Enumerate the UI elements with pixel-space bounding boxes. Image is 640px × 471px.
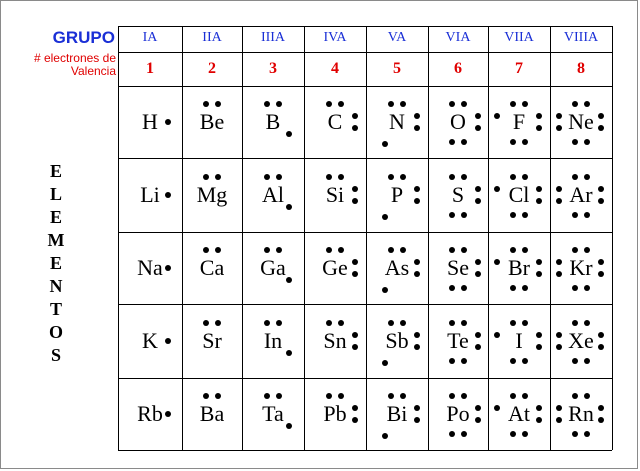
- valence-electron-dot: [510, 393, 516, 399]
- element-cell: [550, 86, 612, 158]
- element-cell: [242, 304, 304, 378]
- element-cell: [242, 232, 304, 304]
- element-symbol: Ge: [322, 255, 348, 280]
- element-symbol: Xe: [568, 328, 594, 353]
- valence-electron-dot: [400, 393, 406, 399]
- valence-electron-dot: [414, 186, 420, 192]
- element-symbol: S: [451, 182, 465, 207]
- valence-electron-dot: [276, 393, 282, 399]
- element-symbol: Al: [262, 182, 284, 207]
- valence-electron-dot: [584, 174, 590, 180]
- group-valence-number: 3: [269, 60, 277, 77]
- valence-electron-dot: [264, 101, 270, 107]
- valence-electron-dot: [165, 119, 171, 125]
- group-roman-label: IVA: [323, 30, 347, 45]
- element-symbol: Bi: [386, 401, 408, 426]
- valence-electron-dot: [475, 125, 481, 131]
- valence-electron-dot: [352, 332, 358, 338]
- valence-electron-dot: [203, 174, 209, 180]
- elementos-letter: S: [50, 345, 61, 365]
- valence-electron-dot: [414, 332, 420, 338]
- valence-electron-dot: [203, 320, 209, 326]
- element-symbol: Si: [325, 182, 345, 207]
- valence-electron-dot: [449, 139, 455, 145]
- group-roman-label: VIA: [445, 30, 471, 45]
- element-symbol: K: [142, 328, 158, 353]
- element-symbol: Be: [199, 109, 225, 134]
- valence-electron-dot: [414, 271, 420, 277]
- valence-electron-dot: [286, 350, 292, 356]
- valence-electron-dot: [400, 101, 406, 107]
- valence-electrons-label: # electrones de Valencia: [33, 51, 116, 78]
- valence-electron-dot: [165, 265, 171, 271]
- valence-electron-dot: [572, 431, 578, 437]
- valence-electron-dot: [598, 417, 604, 423]
- valence-electron-dot: [414, 125, 420, 131]
- valence-electron-dot: [400, 247, 406, 253]
- valence-electron-dot: [536, 186, 542, 192]
- valence-electron-dot: [449, 174, 455, 180]
- valence-electron-dot: [326, 320, 332, 326]
- valence-electron-dot: [276, 174, 282, 180]
- elementos-letter: M: [47, 230, 65, 250]
- valence-electron-dot: [461, 174, 467, 180]
- valence-electron-dot: [338, 247, 344, 253]
- element-cell: [182, 86, 242, 158]
- valence-electron-dot: [475, 198, 481, 204]
- valence-electron-dot: [510, 358, 516, 364]
- elementos-letter: E: [49, 161, 62, 181]
- valence-electron-dot: [522, 431, 528, 437]
- valence-electron-dot: [215, 393, 221, 399]
- valence-electron-dot: [598, 113, 604, 119]
- valence-electron-dot: [276, 320, 282, 326]
- valence-electron-dot: [598, 344, 604, 350]
- valence-electron-dot: [264, 247, 270, 253]
- valence-electron-dot: [276, 247, 282, 253]
- valence-electron-dot: [352, 405, 358, 411]
- valence-electron-dot: [388, 101, 394, 107]
- valence-electron-dot: [556, 259, 562, 265]
- element-cell: [304, 232, 366, 304]
- valence-electron-dot: [264, 320, 270, 326]
- group-roman-label: VIIIA: [563, 30, 599, 45]
- valence-electron-dot: [510, 431, 516, 437]
- element-symbol: Ar: [569, 182, 593, 207]
- valence-electron-dot: [461, 320, 467, 326]
- valence-electron-dot: [461, 285, 467, 291]
- valence-electron-dot: [556, 271, 562, 277]
- element-cell: [242, 158, 304, 232]
- valence-electron-dot: [414, 417, 420, 423]
- valence-electron-dot: [388, 393, 394, 399]
- valence-electron-dot: [203, 247, 209, 253]
- element-symbol: In: [263, 328, 283, 353]
- element-cell: [366, 378, 428, 450]
- valence-electron-dot: [475, 271, 481, 277]
- valence-electron-dot: [572, 212, 578, 218]
- group-roman-label: IA: [142, 30, 158, 45]
- element-symbol: Ca: [199, 255, 225, 280]
- element-symbol: Kr: [569, 255, 593, 280]
- elementos-letter: T: [49, 299, 62, 319]
- valence-electron-dot: [382, 433, 388, 439]
- valence-electron-dot: [449, 393, 455, 399]
- valence-electron-dot: [510, 174, 516, 180]
- valence-electron-dot: [510, 247, 516, 253]
- valence-electron-dot: [572, 393, 578, 399]
- valence-electron-dot: [510, 212, 516, 218]
- valence-electron-dot: [338, 174, 344, 180]
- valence-electron-dot: [400, 320, 406, 326]
- element-cell: [118, 86, 182, 158]
- valence-electron-dot: [264, 393, 270, 399]
- valence-electron-dot: [494, 113, 500, 119]
- element-symbol: Pb: [323, 401, 347, 426]
- group-roman-label: IIA: [202, 30, 222, 45]
- valence-electron-dot: [536, 125, 542, 131]
- valence-electron-dot: [326, 393, 332, 399]
- valence-electron-dot: [556, 417, 562, 423]
- valence-electron-dot: [598, 332, 604, 338]
- grid-horizontal-line: [118, 450, 612, 451]
- valence-electron-dot: [215, 320, 221, 326]
- element-cell: [118, 378, 182, 450]
- valence-electron-dot: [556, 332, 562, 338]
- valence-electron-dot: [598, 125, 604, 131]
- element-cell: [488, 86, 550, 158]
- valence-electron-dot: [494, 332, 500, 338]
- element-symbol: O: [450, 109, 466, 134]
- element-cell: [550, 304, 612, 378]
- element-cell: [366, 232, 428, 304]
- element-symbol: I: [515, 328, 523, 353]
- valence-electron-dot: [382, 360, 388, 366]
- element-symbol: Li: [140, 182, 160, 207]
- valence-electron-dot: [536, 113, 542, 119]
- valence-electron-dot: [215, 247, 221, 253]
- element-cell: [304, 304, 366, 378]
- valence-electron-dot: [556, 344, 562, 350]
- valence-electron-dot: [584, 358, 590, 364]
- valence-electron-dot: [414, 259, 420, 265]
- valence-electron-dot: [461, 393, 467, 399]
- group-valence-number: 2: [208, 60, 216, 77]
- valence-electron-dot: [572, 320, 578, 326]
- valence-electron-dot: [382, 287, 388, 293]
- valence-electron-dot: [536, 332, 542, 338]
- valence-electron-dot: [536, 271, 542, 277]
- valence-electron-dot: [449, 285, 455, 291]
- element-cell: [182, 378, 242, 450]
- valence-electron-dot: [522, 247, 528, 253]
- valence-electron-dot: [572, 358, 578, 364]
- elementos-letter: N: [49, 276, 63, 296]
- valence-electron-dot: [382, 141, 388, 147]
- group-valence-number: 5: [393, 60, 401, 77]
- valence-electron-dot: [352, 344, 358, 350]
- valence-electron-dot: [584, 247, 590, 253]
- valence-electron-dot: [584, 431, 590, 437]
- valence-electron-dot: [494, 259, 500, 265]
- element-symbol: Ne: [568, 109, 594, 134]
- valence-electron-dot: [556, 405, 562, 411]
- element-symbol: Sn: [323, 328, 347, 353]
- valence-electron-dot: [584, 139, 590, 145]
- valence-electron-dot: [461, 358, 467, 364]
- group-valence-number: 1: [146, 60, 154, 77]
- valence-electron-dot: [338, 101, 344, 107]
- element-cell: [242, 86, 304, 158]
- element-cell: [488, 304, 550, 378]
- element-symbol: Ta: [262, 401, 284, 426]
- valence-electron-dot: [510, 320, 516, 326]
- valence-electron-dot: [536, 405, 542, 411]
- valence-electron-dot: [449, 212, 455, 218]
- group-roman-label: IIIA: [260, 30, 286, 45]
- valence-electron-dot: [584, 393, 590, 399]
- valence-electron-dot: [522, 212, 528, 218]
- element-cell: [366, 86, 428, 158]
- elementos-letter: O: [48, 322, 63, 342]
- valence-electron-dot: [522, 139, 528, 145]
- valence-electron-dot: [584, 320, 590, 326]
- valence-electron-dot: [494, 405, 500, 411]
- valence-electron-dot: [352, 198, 358, 204]
- element-symbol: Po: [446, 401, 470, 426]
- valence-electron-dot: [449, 320, 455, 326]
- element-symbol: N: [389, 109, 405, 134]
- element-cell: [488, 378, 550, 450]
- element-cell: [182, 304, 242, 378]
- grid-vertical-line: [612, 26, 613, 450]
- element-cell: [182, 232, 242, 304]
- valence-electron-dot: [461, 212, 467, 218]
- valence-electron-dot: [414, 113, 420, 119]
- valence-electron-dot: [215, 174, 221, 180]
- group-roman-label: VIIA: [504, 30, 534, 45]
- valence-electron-dot: [598, 405, 604, 411]
- valence-electron-dot: [536, 344, 542, 350]
- element-symbol: Te: [447, 328, 469, 353]
- valence-electron-dot: [598, 259, 604, 265]
- valence-electron-dot: [584, 212, 590, 218]
- element-symbol: Sb: [385, 328, 409, 353]
- valence-electron-dot: [572, 285, 578, 291]
- valence-electron-dot: [165, 411, 171, 417]
- element-cell: [366, 158, 428, 232]
- element-symbol: As: [384, 255, 410, 280]
- group-valence-number: 8: [577, 60, 585, 77]
- element-cell: [550, 232, 612, 304]
- valence-electron-dot: [449, 247, 455, 253]
- element-cell: [304, 378, 366, 450]
- element-cell: [304, 158, 366, 232]
- valence-electron-dot: [449, 358, 455, 364]
- valence-electron-dot: [388, 247, 394, 253]
- element-symbol: Ba: [199, 401, 225, 426]
- valence-electron-dot: [461, 101, 467, 107]
- element-cell: [488, 158, 550, 232]
- valence-electron-dot: [572, 139, 578, 145]
- valence-electron-dot: [400, 174, 406, 180]
- element-symbol: C: [327, 109, 343, 134]
- valence-electron-dot: [382, 214, 388, 220]
- valence-electron-dot: [522, 101, 528, 107]
- element-symbol: Na: [137, 255, 163, 280]
- element-symbol: Br: [508, 255, 530, 280]
- element-cell: [428, 232, 488, 304]
- element-cell: [550, 378, 612, 450]
- valence-electron-dot: [352, 125, 358, 131]
- valence-electron-dot: [326, 101, 332, 107]
- valence-electron-dot: [276, 101, 282, 107]
- valence-electron-dot: [475, 417, 481, 423]
- elementos-letter: L: [49, 184, 62, 204]
- valence-electron-dot: [165, 338, 171, 344]
- valence-electron-dot: [203, 101, 209, 107]
- elementos-letter: E: [49, 253, 62, 273]
- valence-electron-dot: [536, 198, 542, 204]
- valence-electron-dot: [352, 417, 358, 423]
- valence-electron-dot: [461, 431, 467, 437]
- valence-electron-dot: [449, 431, 455, 437]
- element-cell: [550, 158, 612, 232]
- element-symbol: F: [512, 109, 526, 134]
- valence-electron-dot: [494, 186, 500, 192]
- element-cell: [304, 86, 366, 158]
- valence-electron-dot: [326, 174, 332, 180]
- element-symbol: Sr: [202, 328, 222, 353]
- valence-electron-dot: [598, 198, 604, 204]
- element-cell: [428, 86, 488, 158]
- valence-electron-dot: [286, 131, 292, 137]
- element-symbol: Cl: [508, 182, 530, 207]
- valence-electron-dot: [556, 186, 562, 192]
- valence-electron-dot: [572, 101, 578, 107]
- valence-electron-dot: [475, 113, 481, 119]
- valence-electron-dot: [352, 271, 358, 277]
- element-cell: [118, 232, 182, 304]
- elementos-letter: E: [49, 207, 62, 227]
- grid-horizontal-line: [118, 52, 612, 53]
- valence-electron-dot: [264, 174, 270, 180]
- element-symbol: P: [390, 182, 404, 207]
- grid-horizontal-line: [118, 26, 612, 27]
- element-cell: [242, 378, 304, 450]
- group-valence-number: 6: [454, 60, 462, 77]
- valence-electron-dot: [475, 332, 481, 338]
- valence-electron-dot: [572, 174, 578, 180]
- valence-electron-dot: [584, 101, 590, 107]
- valence-electron-dot: [388, 174, 394, 180]
- valence-electron-dot: [338, 320, 344, 326]
- element-cell: [118, 304, 182, 378]
- valence-electron-dot: [352, 113, 358, 119]
- valence-electron-dot: [556, 198, 562, 204]
- valence-electron-dot: [556, 113, 562, 119]
- valence-electron-dot: [461, 139, 467, 145]
- valence-electron-dot: [510, 285, 516, 291]
- element-cell: [366, 304, 428, 378]
- valence-electron-dot: [598, 186, 604, 192]
- valence-electron-dot: [475, 344, 481, 350]
- valence-electron-dot: [536, 417, 542, 423]
- group-valence-number: 4: [331, 60, 339, 77]
- element-cell: [488, 232, 550, 304]
- valence-electron-dot: [414, 198, 420, 204]
- valence-electron-dot: [522, 393, 528, 399]
- valence-electron-dot: [510, 101, 516, 107]
- element-symbol: Ga: [260, 255, 286, 280]
- grupo-title: GRUPO: [52, 28, 115, 47]
- valence-electron-dot: [556, 125, 562, 131]
- valence-electron-dot: [203, 393, 209, 399]
- valence-electron-dot: [572, 247, 578, 253]
- element-symbol: Mg: [196, 182, 228, 207]
- valence-electron-dot: [286, 277, 292, 283]
- element-cell: [118, 158, 182, 232]
- valence-electron-dot: [475, 405, 481, 411]
- valence-electron-dot: [286, 204, 292, 210]
- element-cell: [428, 304, 488, 378]
- valence-electron-dot: [522, 174, 528, 180]
- valence-electron-dot: [522, 320, 528, 326]
- valence-electron-dot: [286, 423, 292, 429]
- element-symbol: B: [265, 109, 281, 134]
- valence-electron-dot: [475, 259, 481, 265]
- valence-electron-dot: [510, 139, 516, 145]
- element-cell: [182, 158, 242, 232]
- valence-electron-dot: [461, 247, 467, 253]
- valence-electron-dot: [584, 285, 590, 291]
- group-roman-label: VA: [387, 30, 407, 45]
- valence-electron-dot: [536, 259, 542, 265]
- element-symbol: At: [508, 401, 530, 426]
- valence-electron-dot: [338, 393, 344, 399]
- valence-electron-dot: [414, 405, 420, 411]
- valence-electron-dot: [522, 285, 528, 291]
- valence-electron-dot: [352, 186, 358, 192]
- element-cell: [428, 378, 488, 450]
- element-symbol: H: [142, 109, 158, 134]
- valence-electron-dot: [522, 358, 528, 364]
- element-symbol: Rb: [137, 401, 163, 426]
- valence-electron-dot: [388, 320, 394, 326]
- valence-electron-dot: [598, 271, 604, 277]
- valence-electron-dot: [215, 101, 221, 107]
- valence-electron-dot: [165, 192, 171, 198]
- valence-electron-dot: [449, 101, 455, 107]
- element-symbol: Rn: [568, 401, 594, 426]
- element-symbol: Se: [447, 255, 469, 280]
- valence-electron-dot: [475, 186, 481, 192]
- valence-electron-dot: [326, 247, 332, 253]
- element-cell: [428, 158, 488, 232]
- group-valence-number: 7: [515, 60, 523, 77]
- valence-electron-dot: [414, 344, 420, 350]
- valence-electron-dot: [352, 259, 358, 265]
